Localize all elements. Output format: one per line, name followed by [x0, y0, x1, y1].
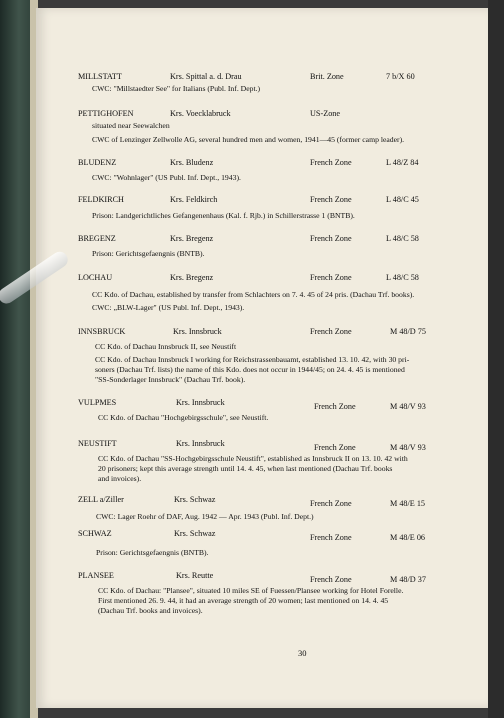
- entry-place: PLANSEE: [78, 571, 114, 580]
- entry-map-code: 7 b/X 60: [386, 72, 415, 81]
- entry-place: ZELL a/Ziller: [78, 495, 124, 504]
- entry-place: FELDKIRCH: [78, 195, 124, 204]
- entry-text-line: situated near Seewalchen: [92, 121, 170, 130]
- entry-map-code: L 48/C 45: [386, 195, 419, 204]
- entry-map-code: M 48/D 37: [390, 575, 426, 584]
- entry-text-line: and invoices).: [98, 474, 142, 483]
- entry-district: Krs. Innsbruck: [173, 327, 222, 336]
- entry-zone: French Zone: [310, 195, 352, 204]
- entry-map-code: L 48/C 58: [386, 273, 419, 282]
- document-page: [36, 8, 488, 708]
- entry-map-code: L 48/C 58: [386, 234, 419, 243]
- entry-place: NEUSTIFT: [78, 439, 117, 448]
- entry-zone: French Zone: [310, 499, 352, 508]
- entry-district: Krs. Innsbruck: [176, 398, 225, 407]
- entry-map-code: L 48/Z 84: [386, 158, 419, 167]
- entry-zone: French Zone: [310, 575, 352, 584]
- entry-district: Krs. Spittal a. d. Drau: [170, 72, 242, 81]
- entry-place: VULPMES: [78, 398, 117, 407]
- entry-text-line: First mentioned 26. 9. 44, it had an average strength of 20 women; last mentioned on 14. 4. 45: [98, 596, 389, 605]
- entry-text-line: CC Kdo. of Dachau: "Plansee", situated 10 miles SE of Fuessen/Plansee working for Hotel Forelle.: [98, 586, 404, 595]
- entry-text-line: CWC: "Millstaedter See" for Italians (Publ. Inf. Dept.): [92, 84, 261, 93]
- entry-text-line: CC Kdo. of Dachau Innsbruck II, see Neustift: [95, 342, 237, 351]
- entry-district: Krs. Reutte: [176, 571, 214, 580]
- entry-place: BLUDENZ: [78, 158, 117, 167]
- entry-text-line: "SS-Sonderlager Innsbruck" (Dachau Trf. book).: [95, 375, 246, 384]
- entry-text-line: Prison: Gerichtsgefaengnis (BNTB).: [96, 548, 209, 557]
- entry-text-line: Prison: Landgerichtliches Gefangenenhaus (Kal. f. Rjb.) in Schillerstrasse 1 (BNTB).: [92, 211, 355, 220]
- entry-text-line: (Dachau Trf. books and invoices).: [98, 606, 203, 615]
- entry-district: Krs. Feldkirch: [170, 195, 218, 204]
- entry-text-line: CWC of Lenzinger Zellwolle AG, several hundred men and women, 1941—45 (former camp leader).: [92, 135, 405, 144]
- entry-text-line: CWC: „BLW-Lager" (US Publ. Inf. Dept., 1943).: [92, 303, 245, 312]
- entry-text-line: CC Kdo. of Dachau Innsbruck I working for Reichstrassenbauamt, established 13. 10. 42, with 30 pri-: [95, 355, 410, 364]
- entry-map-code: M 48/E 15: [390, 499, 426, 508]
- entry-zone: French Zone: [310, 327, 352, 336]
- entry-text-line: Prison: Gerichtsgefaengnis (BNTB).: [92, 249, 205, 258]
- entry-district: Krs. Innsbruck: [176, 439, 225, 448]
- entry-map-code: M 48/E 06: [390, 533, 426, 542]
- entry-zone: French Zone: [310, 158, 352, 167]
- entry-zone: French Zone: [310, 234, 352, 243]
- entry-place: INNSBRUCK: [78, 327, 126, 336]
- entry-district: Krs. Schwaz: [174, 529, 216, 538]
- entry-map-code: M 48/V 93: [390, 443, 426, 452]
- entry-text-line: CWC: Lager Roehr of DAF, Aug. 1942 — Apr. 1943 (Publ. Inf. Dept.): [96, 512, 314, 521]
- entry-place: SCHWAZ: [78, 529, 112, 538]
- entry-text-line: soners (Dachau Trf. lists) the name of this Kdo. does not occur in 1944/45; on 24. 4. 45 is mentioned: [95, 365, 405, 374]
- entry-district: Krs. Bregenz: [170, 234, 214, 243]
- entry-zone: French Zone: [314, 402, 356, 411]
- entry-place: MILLSTATT: [78, 72, 122, 81]
- entry-text-line: CC Kdo. of Dachau, established by transfer from Schlachters on 7. 4. 45 of 24 pris. (Dachau Trf. books).: [92, 290, 415, 299]
- entry-text-line: CWC: "Wohnlager" (US Publ. Inf. Dept., 1943).: [92, 173, 241, 182]
- entry-text-line: CC Kdo. of Dachau "SS-Hochgebirgsschule Neustift", established as Innsbruck II on 13. 10. 42 with: [98, 454, 408, 463]
- entry-place: LOCHAU: [78, 273, 113, 282]
- entry-map-code: M 48/V 93: [390, 402, 426, 411]
- background-edge: [488, 0, 504, 718]
- entry-place: BREGENZ: [78, 234, 116, 243]
- entry-place: PETTIGHOFEN: [78, 109, 134, 118]
- page-number: 30: [298, 648, 307, 658]
- entry-zone: French Zone: [314, 443, 356, 452]
- entry-zone: US-Zone: [310, 109, 341, 118]
- entry-district: Krs. Bregenz: [170, 273, 214, 282]
- entry-zone: Brit. Zone: [310, 72, 344, 81]
- entry-text-line: CC Kdo. of Dachau "Hochgebirgsschule", see Neustift.: [98, 413, 269, 422]
- entry-text-line: 20 prisoners; kept this average strength until 14. 4. 45, when last mentioned (Dachau Trf. books: [98, 464, 393, 473]
- entry-district: Krs. Voecklabruck: [170, 109, 231, 118]
- entry-zone: French Zone: [310, 533, 352, 542]
- entry-zone: French Zone: [310, 273, 352, 282]
- entry-map-code: M 48/D 75: [390, 327, 426, 336]
- entry-district: Krs. Schwaz: [174, 495, 216, 504]
- entry-district: Krs. Bludenz: [170, 158, 214, 167]
